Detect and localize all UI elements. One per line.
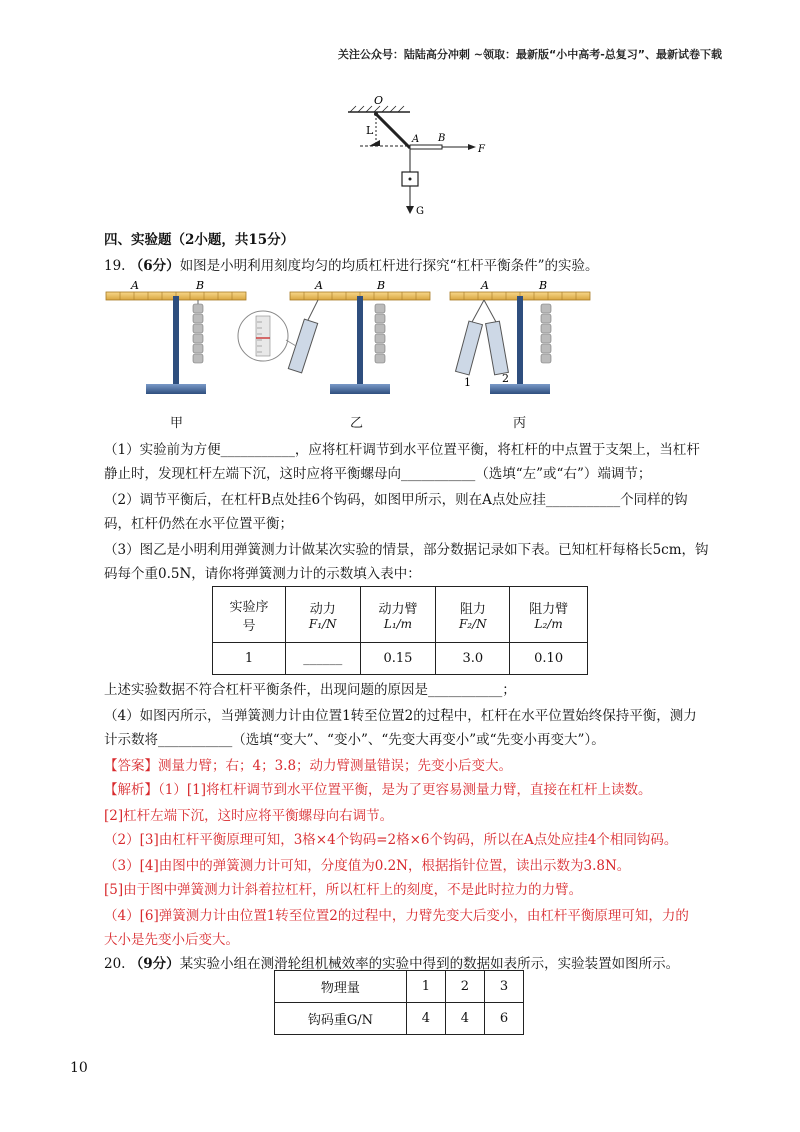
fig-bing-pos2: 2 xyxy=(502,372,509,385)
q19-intro: 如图是小明利用刻度均匀的均质杠杆进行探究“杠杆平衡条件”的实验。 xyxy=(179,258,599,274)
q19-p1-line1: （1）实验前为方便___________，应将杠杆调节到水平位置平衡，将杠杆的中点置于支架上，当杠杆 xyxy=(104,442,700,458)
q20-score: （9分） xyxy=(129,956,180,972)
page-number: 10 xyxy=(70,1060,88,1076)
label-l: L xyxy=(366,124,374,137)
q19-p2-line2: 码，杠杆仍然在水平位置平衡； xyxy=(104,516,293,532)
caption-yi: 乙 xyxy=(350,416,364,431)
q19-answer: 【答案】测量力臂；右；4；3.8；动力臂测量错误；先变小后变大。 xyxy=(104,758,513,774)
label-a: A xyxy=(412,134,420,145)
th-f2: 阻力 F₂/N xyxy=(436,587,510,643)
q20-cell-3: 6 xyxy=(484,1003,523,1035)
section-title: 四、实验题（2小题，共15分） xyxy=(104,232,295,248)
cell-index: 1 xyxy=(213,643,286,675)
q19-p3-after: 上述实验数据不符合杠杆平衡条件，出现问题的原因是___________； xyxy=(104,682,516,698)
table-row xyxy=(275,1003,524,1035)
cell-f2: 3.0 xyxy=(436,643,510,675)
table-header-row xyxy=(275,971,524,1003)
fig-jia-label-a: A xyxy=(131,280,139,292)
page-header: 关注公众号：陆陆高分冲刺 ~领取：最新版“小中高考-总复习”、最新试卷下载 xyxy=(337,48,722,61)
q20-intro: 某实验小组在测滑轮组机械效率的实验中得到的数据如表所示，实验装置如图所示。 xyxy=(179,956,680,972)
q19-score: （6分） xyxy=(129,258,180,274)
cell-l2: 0.10 xyxy=(510,643,588,675)
q19-analysis-1: 【解析】（1）[1]将杠杆调节到水平位置平衡，是为了更容易测量力臂，直接在杠杆上读数。 xyxy=(104,782,652,798)
q19-p3-line2: 码每个重0.5N，请你将弹簧测力计的示数填入表中： xyxy=(104,566,421,582)
q19-p4-line2: 计示数将___________（选填“变大”、“变小”、“先变大再变小”或“先变小再变大”）。 xyxy=(104,732,605,748)
figure-jia xyxy=(106,280,246,394)
fig-jia-label-b: B xyxy=(196,280,205,292)
cell-l1: 0.15 xyxy=(360,643,436,675)
th-l2: 阻力臂 L₂/m xyxy=(510,587,588,643)
th-index: 实验序 号 xyxy=(213,587,286,643)
q19-analysis-7: 大小是先变小后变大。 xyxy=(104,932,239,948)
table-header-row xyxy=(213,587,588,643)
q20-th-quantity: 物理量 xyxy=(275,971,407,1003)
q19-analysis-2: [2]杠杆左端下沉，这时应将平衡螺母向右调节。 xyxy=(104,808,394,824)
label-g: G xyxy=(416,206,424,217)
q19-intro-line xyxy=(104,256,724,276)
q20-cell-2: 4 xyxy=(445,1003,484,1035)
q19-p4-line1: （4）如图丙所示，当弹簧测力计由位置1转至位置2的过程中，杠杆在水平位置始终保持平衡，测力 xyxy=(104,708,697,724)
q20-cell-weight: 钩码重G/N xyxy=(275,1003,407,1035)
label-f: F xyxy=(478,144,485,155)
q20-th-1: 1 xyxy=(406,971,445,1003)
th-f1: 动力 F₁/N xyxy=(285,587,360,643)
label-b: B xyxy=(438,133,446,144)
q20-cell-1: 4 xyxy=(406,1003,445,1035)
q19-analysis-3: （2）[3]由杠杆平衡原理可知，3格×4个钩码=2格×6个钩码，所以在A点处应挂4个相同钩码。 xyxy=(104,832,678,848)
q20-th-3: 3 xyxy=(484,971,523,1003)
q19-p1-line2: 静止时，发现杠杆左端下沉，这时应将平衡螺母向___________（选填“左”或“右”）端调节； xyxy=(104,466,652,482)
q19-p3-line1: （3）图乙是小明利用弹簧测力计做某次实验的情景，部分数据记录如下表。已知杠杆每格长5cm，钩 xyxy=(104,542,709,558)
lever-figure-top xyxy=(340,94,490,224)
fig-bing-label-b: B xyxy=(539,280,548,292)
lever-experiment-figures xyxy=(100,280,620,410)
q19-analysis-4: （3）[4]由图中的弹簧测力计可知，分度值为0.2N，根据指针位置，读出示数为3.8N。 xyxy=(104,858,631,874)
figure-bing xyxy=(450,280,590,394)
caption-jia: 甲 xyxy=(170,416,184,431)
label-o: O xyxy=(374,94,384,107)
q20-data-table xyxy=(274,970,524,1035)
fig-yi-label-a: A xyxy=(315,280,323,292)
q19-data-table xyxy=(212,586,588,675)
fig-yi-label-b: B xyxy=(377,280,386,292)
q19-analysis-6: （4）[6]弹簧测力计由位置1转至位置2的过程中，力臂先变大后变小，由杠杆平衡原理可知，力的 xyxy=(104,908,689,924)
fig-bing-label-a: A xyxy=(481,280,489,292)
table-row xyxy=(213,643,588,675)
cell-f1: ______ xyxy=(285,643,360,675)
q20-number: 20. xyxy=(104,956,126,972)
q19-analysis-5: [5]由于图中弹簧测力计斜着拉杠杆，所以杠杆上的刻度，不是此时拉力的力臂。 xyxy=(104,882,583,898)
fig-bing-pos1: 1 xyxy=(464,376,471,389)
q20-th-2: 2 xyxy=(445,971,484,1003)
caption-bing: 丙 xyxy=(513,416,527,431)
figure-yi xyxy=(238,280,430,394)
q19-p2-line1: （2）调节平衡后，在杠杆B点处挂6个钩码，如图甲所示，则在A点处应挂___________个同样的钩 xyxy=(104,492,688,508)
q19-number: 19. xyxy=(104,258,126,274)
th-l1: 动力臂 L₁/m xyxy=(360,587,436,643)
